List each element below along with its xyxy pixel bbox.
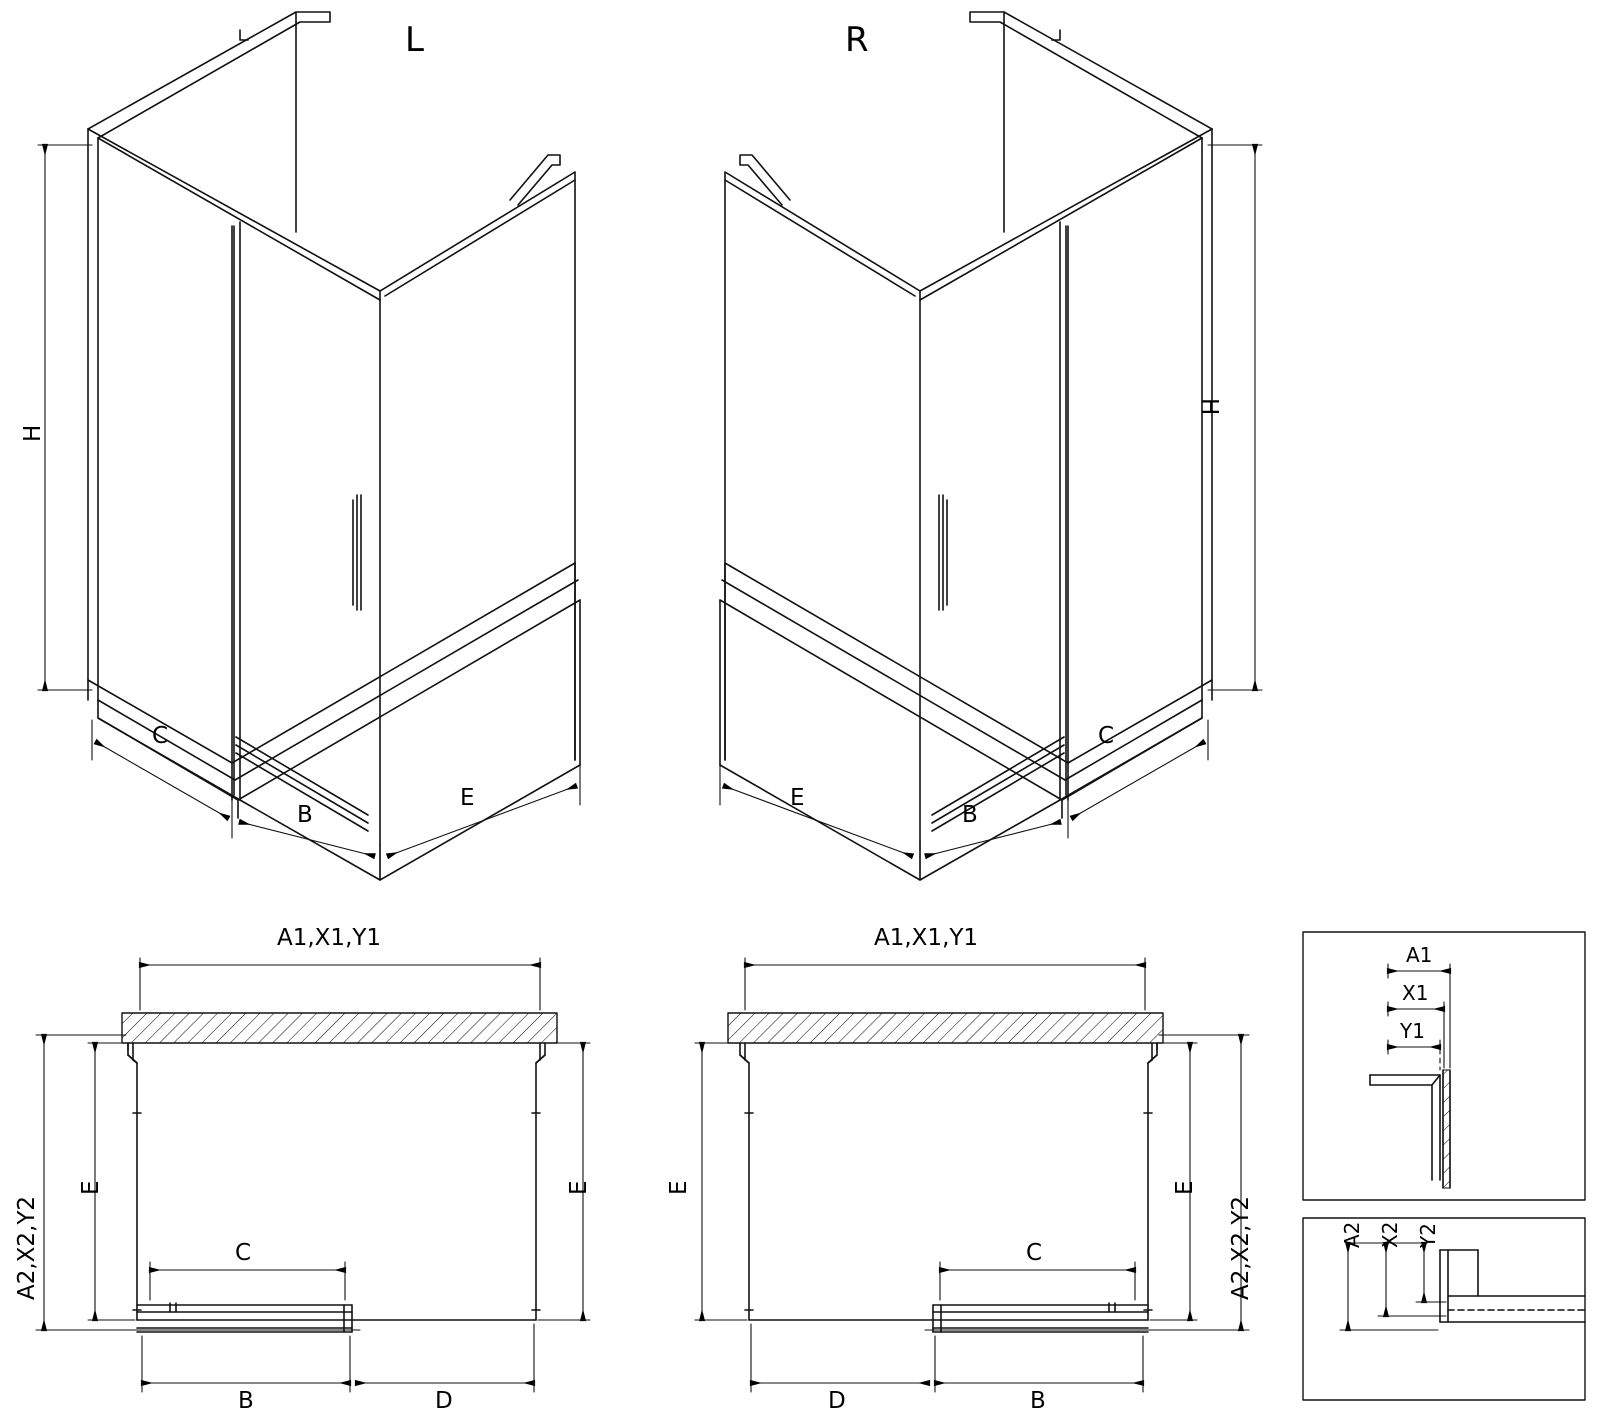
plan-right-dim-c-label: C <box>1026 1240 1043 1266</box>
plan-left-dim-c-label: C <box>235 1240 252 1266</box>
iso-left-enclosure <box>88 12 580 880</box>
plan-right-dim-e-left-label: E <box>666 1180 692 1195</box>
iso-left-dim-h-label: H <box>20 424 46 442</box>
detail-top-dims <box>1388 964 1450 1070</box>
iso-right-dim-c-label: C <box>1098 723 1115 749</box>
plan-left-dim-e-right-label: E <box>566 1180 592 1195</box>
plan-left <box>122 1013 557 1332</box>
plan-right-dim-d-label: D <box>828 1388 846 1414</box>
detail-bottom-dim-a2-label: A2 <box>1340 1221 1364 1248</box>
plan-left-dim-top-label: A1,X1,Y1 <box>277 925 382 951</box>
iso-right-view-letter: R <box>845 20 869 60</box>
plan-right-dim-b-label: B <box>1030 1388 1046 1414</box>
plan-right <box>728 1013 1163 1332</box>
detail-top-dim-a1-label: A1 <box>1406 943 1433 967</box>
iso-right-dim-h <box>1208 145 1262 690</box>
plan-right-dim-a2-label: A2,X2,Y2 <box>1228 1195 1254 1300</box>
iso-left-view-letter: L <box>405 20 424 60</box>
detail-bottom-dim-x2-label: X2 <box>1378 1221 1402 1248</box>
plan-left-dim-b-label: B <box>238 1388 254 1414</box>
detail-top-dim-y1-label: Y1 <box>1400 1019 1425 1043</box>
plan-left-dim-a2-label: A2,X2,Y2 <box>14 1195 40 1300</box>
plan-left-dim-e-left-label: E <box>78 1180 104 1195</box>
iso-left-dim-b-label: B <box>297 802 313 828</box>
iso-right-enclosure <box>720 12 1212 880</box>
iso-right-dim-b-label: B <box>962 802 978 828</box>
iso-left-dim-h <box>38 145 92 690</box>
detail-top-dim-x1-label: X1 <box>1402 981 1429 1005</box>
detail-bottom-dim-y2-label: Y2 <box>1416 1223 1440 1248</box>
plan-right-dim-e-right-label: E <box>1172 1180 1198 1195</box>
plan-left-dim-d-label: D <box>435 1388 453 1414</box>
iso-left-dim-e-label: E <box>460 785 475 811</box>
iso-left-dim-c-label: C <box>152 723 169 749</box>
iso-right-dim-h-label: H <box>1196 398 1222 416</box>
detail-bottom-dims <box>1340 1243 1446 1330</box>
plan-right-dim-top-label: A1,X1,Y1 <box>874 925 979 951</box>
iso-right-dim-e-label: E <box>790 785 805 811</box>
